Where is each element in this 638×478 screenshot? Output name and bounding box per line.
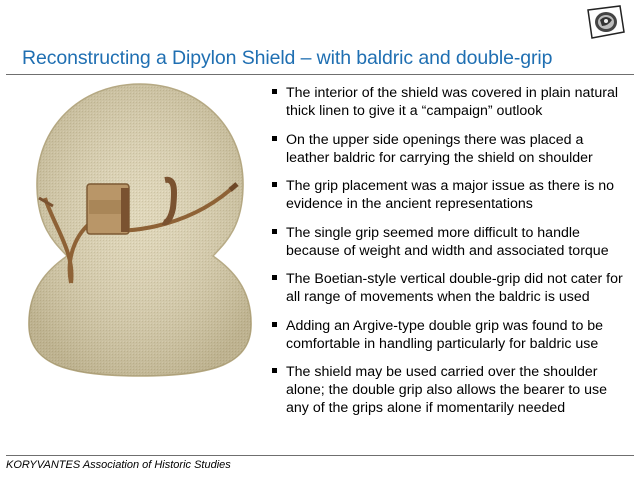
shield-photo [25,78,255,378]
bullet-marker [272,89,277,94]
bullet-marker [272,182,277,187]
bullet-text: Adding an Argive-type double grip was found to be comfortable in handling particularly for baldric use [286,317,604,352]
bullet-item [270,131,630,167]
footer-text: KORYVANTES Association of Historic Studies [6,459,231,471]
bullet-item [270,363,630,417]
bullet-marker [272,368,277,373]
bullet-item [270,317,630,353]
bullet-text: The grip placement was a major issue as there is no evidence in the ancient representations [286,178,615,212]
slide-title: Reconstructing a Dipylon Shield – with baldric and double-grip [22,47,553,69]
title-divider [6,74,634,75]
bullet-marker [272,229,277,234]
bullet-text: The Boetian-style vertical double-grip did not cater for all range of movements when the baldric is used [286,271,623,305]
koryvantes-logo [584,4,626,40]
bullet-marker [272,136,277,141]
bullet-text: The single grip seemed more difficult to handle because of weight and width and associated torque [286,224,609,259]
bullet-item [270,177,630,213]
bullet-marker [272,322,277,327]
bullet-marker [272,275,277,280]
footer-divider [6,455,634,456]
bullet-text: The interior of the shield was covered in plain natural thick linen to give it a “campaign” outlook [286,85,619,119]
bullet-text: On the upper side openings there was placed a leather baldric for carrying the shield on shoulder [286,131,593,166]
bullet-item [270,224,630,260]
bullet-list [270,84,630,428]
bullet-item [270,270,630,306]
bullet-item [270,84,630,120]
bullet-text: The shield may be used carried over the shoulder alone; the double grip also allows the bearer to use any of the grips alone if momentarily needed [286,364,608,416]
